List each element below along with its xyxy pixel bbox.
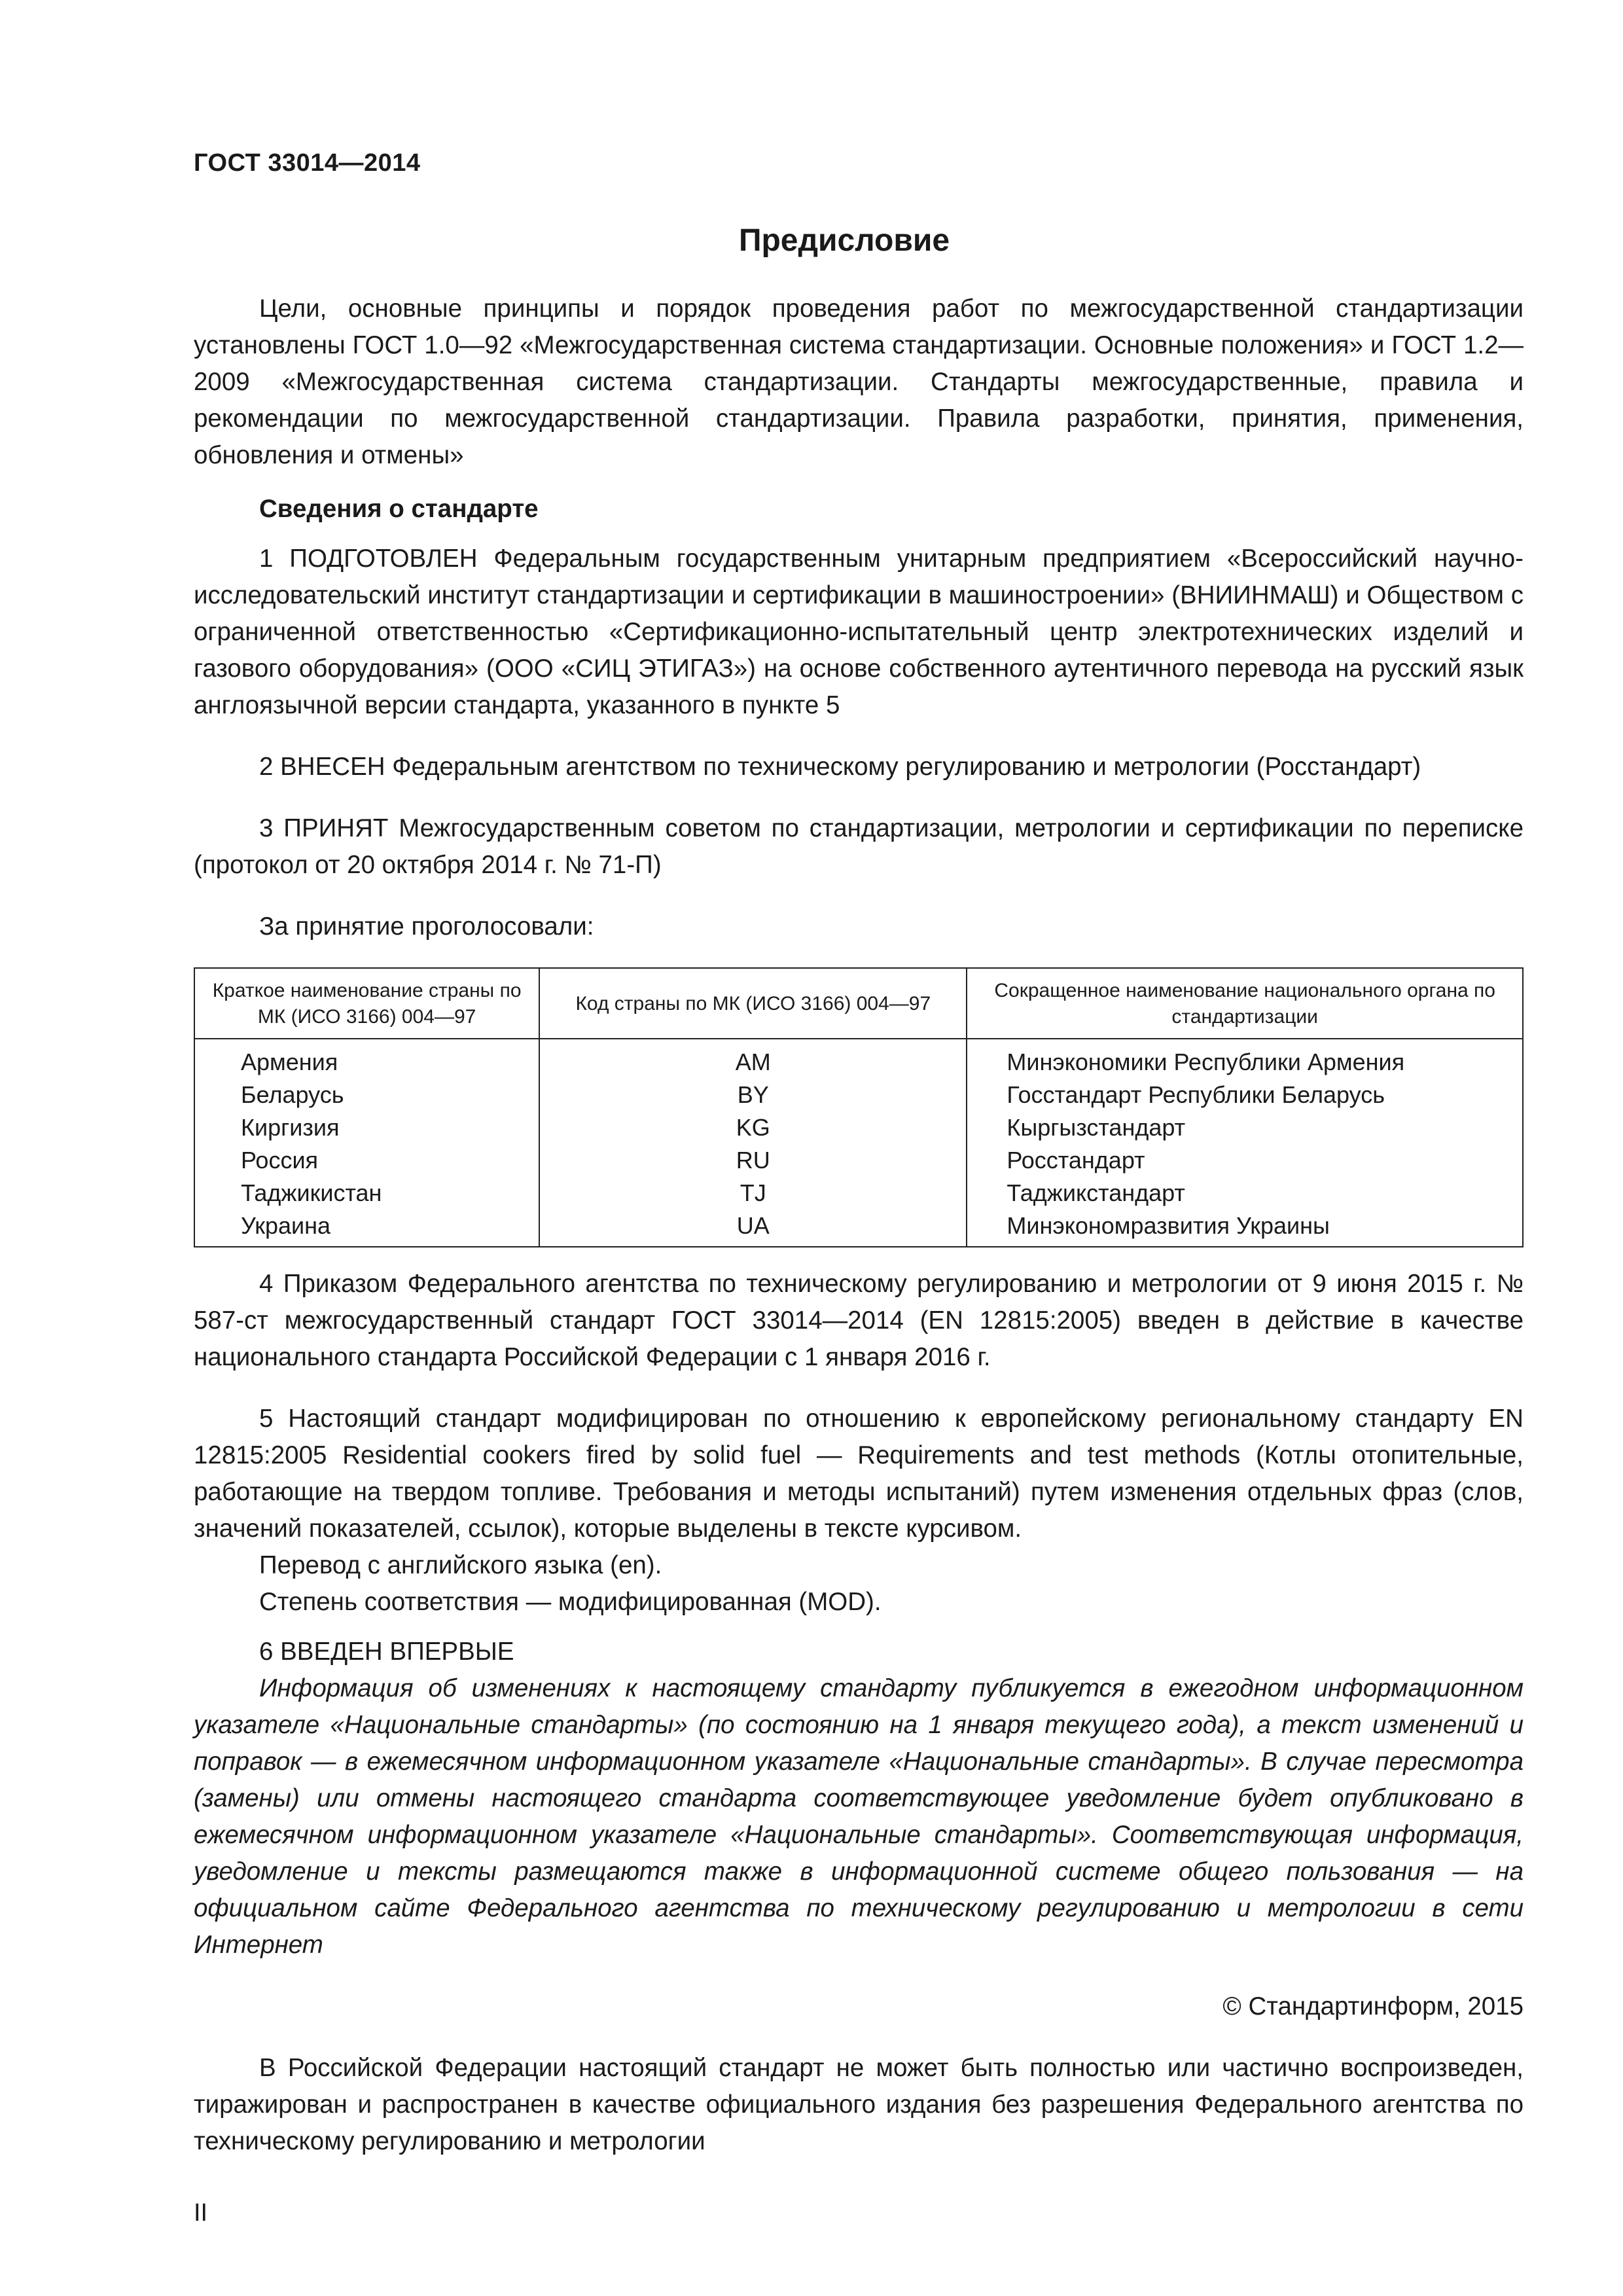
country-name: Украина: [194, 1210, 539, 1247]
item-1-paragraph: 1 ПОДГОТОВЛЕН Федеральным государственным унитарным предприятием «Всероссийский научно-исследовательский институт стандартизации и сертификации в машиностроении» (ВНИИНМАШ) и Обществом с ограниченной ответственностью «Сертификационно-испытательный центр электротехнических изделий и газового оборудования» (ООО «СИЦ ЭТИГАЗ») на основе собственного аутентичного перевода на русский язык англоязычной версии стандарта, указанного в пункте 5: [194, 545, 1524, 719]
document-code: ГОСТ 33014—2014: [194, 149, 421, 177]
table-header-org: Сокращенное наименование национального органа по стандартизации: [967, 968, 1523, 1039]
intro-paragraph: Цели, основные принципы и порядок проведения работ по межгосударственной стандартизации установлены ГОСТ 1.0—92 «Межгосударственная система стандартизации. Основные положения» и ГОСТ 1.2—2009 «Межгосударственная система стандартизации. Стандарты межгосударственные, правила и рекомендации по межгосударственной стандартизации. Правила разработки, принятия, применения, обновления и отмены»: [194, 295, 1524, 469]
table-row: [194, 1144, 1523, 1177]
item-6-info: Информация об изменениях к настоящему стандарту публикуется в ежегодном информационном указателе «Национальные стандарты» (по состоянию на 1 января текущего года), а текст изменений и поправок — в ежемесячном информационном указателе «Национальные стандарты». В случае пересмотра (замены) или отмены настоящего стандарта соответствующее уведомление будет опубликовано в ежемесячном информационном указателе «Национальные стандарты». Соответствующая информация, уведомление и тексты размещаются также в информационной системе общего пользования — на официальном сайте Федерального агентства по техническому регулированию и метрологии в сети Интернет: [194, 1674, 1524, 1959]
country-name: Таджикистан: [194, 1177, 539, 1210]
standards-body: Кыргызстандарт: [967, 1111, 1523, 1144]
table-row: [194, 1039, 1523, 1079]
standards-body: Росстандарт: [967, 1144, 1523, 1177]
country-code: TJ: [539, 1177, 967, 1210]
conformity-degree: Степень соответствия — модифицированная (MOD).: [259, 1588, 882, 1616]
item-5-paragraph: 5 Настоящий стандарт модифицирован по отношению к европейскому региональному стандарту EN 12815:2005 Residential cookers fired by solid fuel — Requirements and test methods (Котлы отопительные, работающие на твердом топливе. Требования и методы испытаний) путем изменения отдельных фраз (слов, значений показателей, ссылок), которые выделены в тексте курсивом.: [194, 1405, 1524, 1543]
copyright-line: © Стандартинформ, 2015: [1222, 1992, 1524, 2020]
country-code: BY: [539, 1079, 967, 1111]
page-title: Предисловие: [738, 223, 950, 258]
reproduction-notice: В Российской Федерации настоящий стандарт не может быть полностью или частично воспроизведен, тиражирован и распространен в качестве официального издания без разрешения Федерального агентства по техническому регулированию и метрологии: [194, 2054, 1524, 2155]
table-row: [194, 1111, 1523, 1144]
table-header-row: [194, 968, 1523, 1039]
country-name: Киргизия: [194, 1111, 539, 1144]
voted-label: За принятие проголосовали:: [259, 912, 594, 941]
table-row: [194, 1177, 1523, 1210]
table-row: [194, 1210, 1523, 1247]
section-heading: Сведения о стандарте: [259, 495, 539, 523]
standards-body: Таджикстандарт: [967, 1177, 1523, 1210]
item-6-heading: 6 ВВЕДЕН ВПЕРВЫЕ: [259, 1638, 514, 1666]
standards-body: Госстандарт Республики Беларусь: [967, 1079, 1523, 1111]
country-code: AM: [539, 1039, 967, 1079]
standards-body: Минэкономразвития Украины: [967, 1210, 1523, 1247]
country-code: KG: [539, 1111, 967, 1144]
country-name: Беларусь: [194, 1079, 539, 1111]
country-code: RU: [539, 1144, 967, 1177]
translation-note: Перевод с английского языка (en).: [259, 1551, 662, 1579]
table-header-country: Краткое наименование страны по МК (ИСО 3166) 004—97: [194, 968, 539, 1039]
country-name: Армения: [194, 1039, 539, 1079]
item-3-paragraph: 3 ПРИНЯТ Межгосударственным советом по стандартизации, метрологии и сертификации по переписке (протокол от 20 октября 2014 г. № 71-П): [194, 814, 1524, 879]
item-4-paragraph: 4 Приказом Федерального агентства по техническому регулированию и метрологии от 9 июня 2015 г. № 587-ст межгосударственный стандарт ГОСТ 33014—2014 (EN 12815:2005) введен в действие в качестве национального стандарта Российской Федерации с 1 января 2016 г.: [194, 1270, 1524, 1371]
table-header-code: Код страны по МК (ИСО 3166) 004—97: [539, 968, 967, 1039]
document-body: [194, 291, 1524, 2160]
country-code: UA: [539, 1210, 967, 1247]
voting-table: [194, 967, 1524, 1247]
country-name: Россия: [194, 1144, 539, 1177]
table-row: [194, 1079, 1523, 1111]
page-number: II: [194, 2199, 208, 2227]
standards-body: Минэкономики Республики Армения: [967, 1039, 1523, 1079]
item-2-paragraph: 2 ВНЕСЕН Федеральным агентством по техническому регулированию и метрологии (Росстандарт): [259, 753, 1421, 781]
